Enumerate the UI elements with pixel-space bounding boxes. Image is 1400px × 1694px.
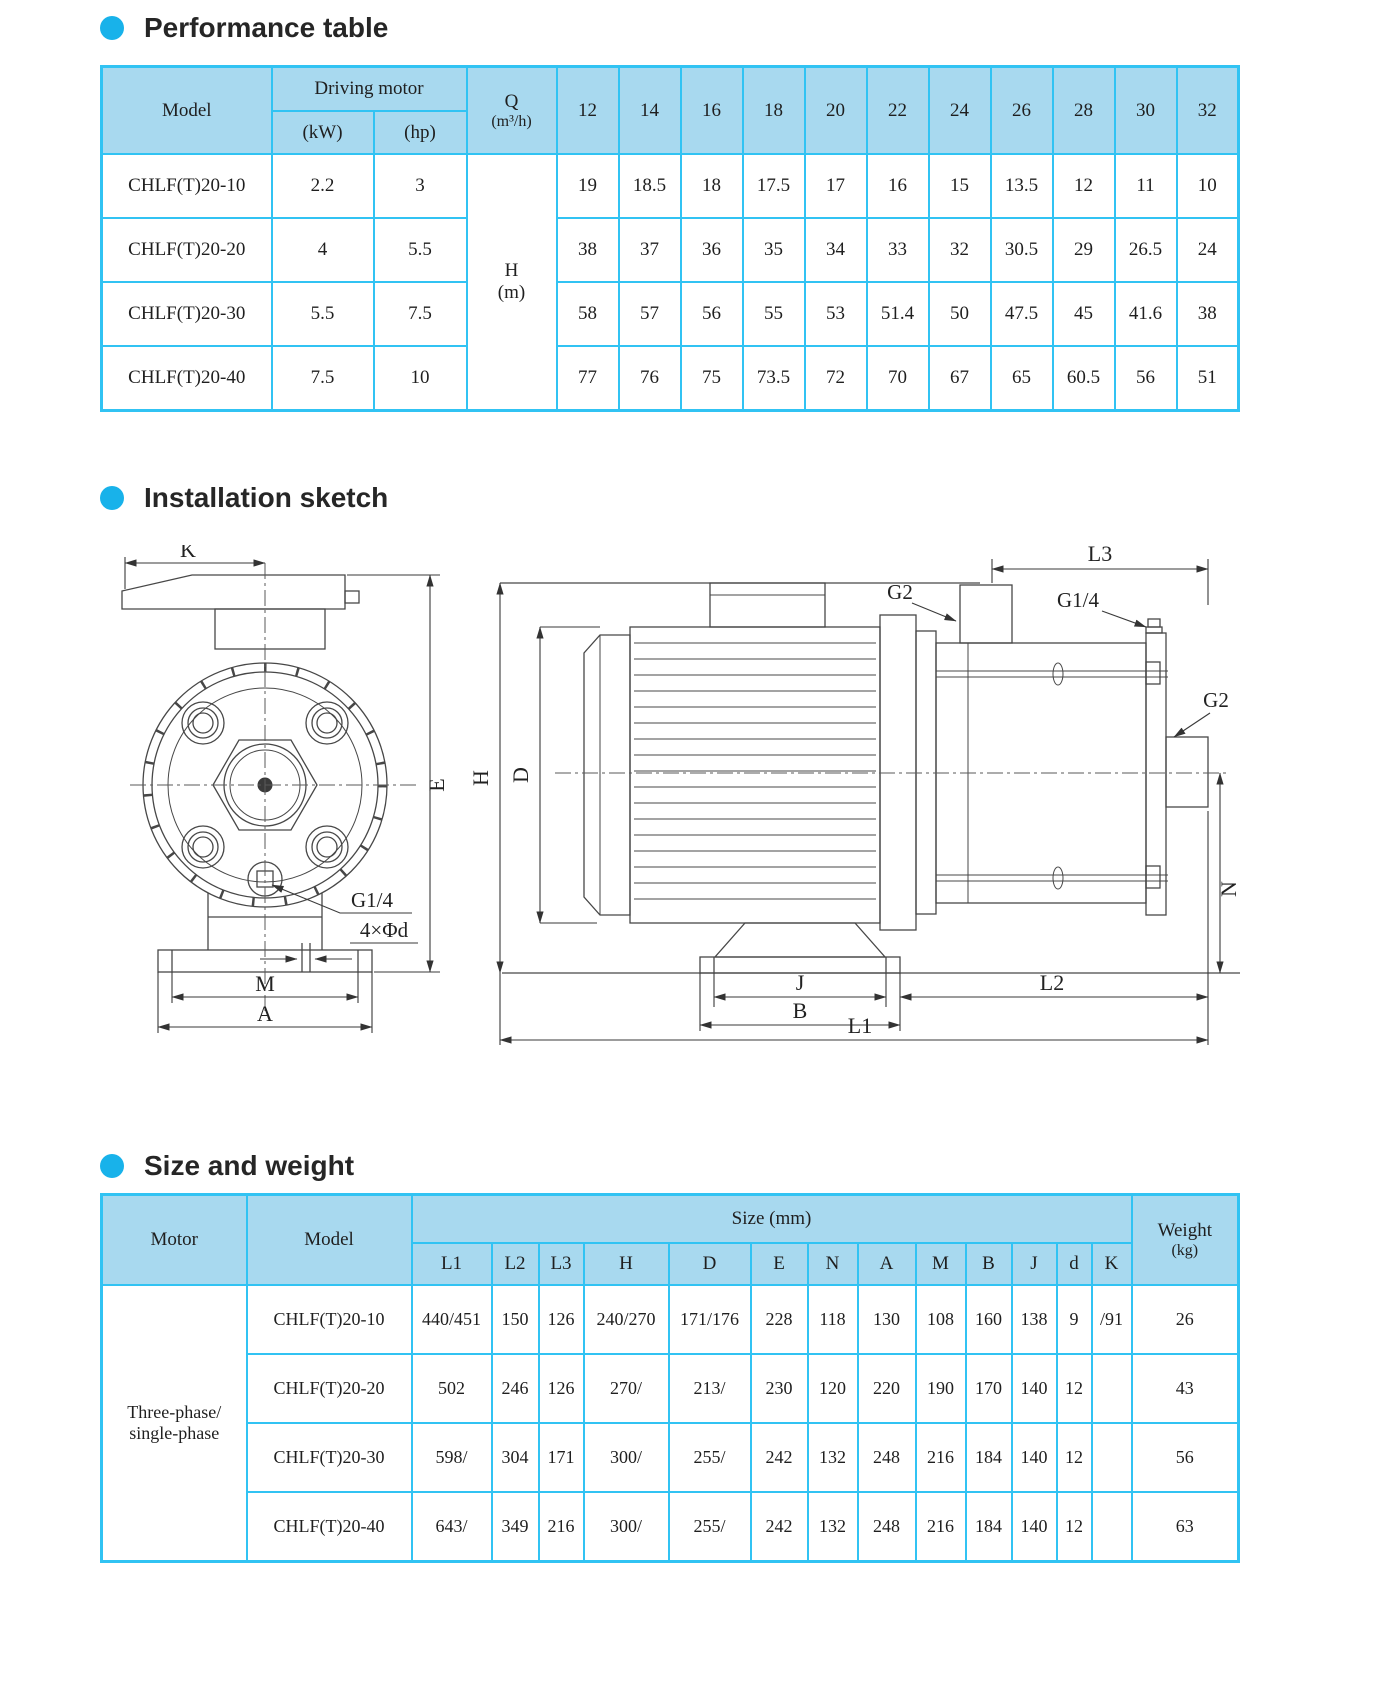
table-row xyxy=(102,1354,1239,1423)
cell: 36 xyxy=(681,218,743,282)
table-row xyxy=(102,218,1239,282)
bullet-icon xyxy=(100,16,124,40)
terminal-box xyxy=(710,583,825,627)
dim-col: L3 xyxy=(539,1243,584,1285)
dim-col: N xyxy=(808,1243,858,1285)
col-header-motor: Motor xyxy=(102,1195,247,1286)
col-header-kw: (kW) xyxy=(272,111,374,154)
installation-sketch-svg xyxy=(100,545,1250,1050)
cell: 12 xyxy=(1057,1492,1092,1562)
cell: 228 xyxy=(751,1285,808,1354)
cell: 11 xyxy=(1115,154,1177,218)
cell: 26.5 xyxy=(1115,218,1177,282)
cell: 77 xyxy=(557,346,619,411)
cell: 184 xyxy=(966,1492,1012,1562)
cell: 118 xyxy=(808,1285,858,1354)
cell: 255/ xyxy=(669,1492,751,1562)
cell: 304 xyxy=(492,1423,539,1492)
motor-fins xyxy=(634,643,876,899)
size-weight-table xyxy=(100,1193,1240,1563)
cell: 38 xyxy=(1177,282,1239,346)
cell: 255/ xyxy=(669,1423,751,1492)
flow-col: 16 xyxy=(681,67,743,155)
dim-label-b: B xyxy=(792,998,808,1023)
cell-kw: 4 xyxy=(272,218,374,282)
dim-col: H xyxy=(584,1243,669,1285)
cell-model: CHLF(T)20-10 xyxy=(102,154,272,218)
cell: 57 xyxy=(619,282,681,346)
size-header-row-1 xyxy=(102,1195,1239,1244)
cell: 190 xyxy=(916,1354,966,1423)
section-title: Installation sketch xyxy=(144,482,389,513)
dim-label-g14: G1/4 xyxy=(351,888,393,912)
cell: 349 xyxy=(492,1492,539,1562)
cell: 55 xyxy=(743,282,805,346)
bullet-icon xyxy=(100,486,124,510)
dim-col: J xyxy=(1012,1243,1057,1285)
cell: 140 xyxy=(1012,1423,1057,1492)
cell: 120 xyxy=(808,1354,858,1423)
cell: 184 xyxy=(966,1423,1012,1492)
q-label: Q xyxy=(504,90,519,112)
cell: 56 xyxy=(681,282,743,346)
flow-col: 22 xyxy=(867,67,929,155)
table-row xyxy=(102,154,1239,218)
cell-kw: 2.2 xyxy=(272,154,374,218)
cell: 30.5 xyxy=(991,218,1053,282)
cell: 160 xyxy=(966,1285,1012,1354)
cell: 270/ xyxy=(584,1354,669,1423)
cell-kw: 5.5 xyxy=(272,282,374,346)
size-weight-section-heading xyxy=(100,1150,354,1182)
dim-label-h: H xyxy=(468,770,493,786)
cell: 60.5 xyxy=(1053,346,1115,411)
cell: 138 xyxy=(1012,1285,1057,1354)
installation-section-heading xyxy=(100,482,388,514)
cell-hp: 10 xyxy=(374,346,467,411)
cell: 73.5 xyxy=(743,346,805,411)
cell: 220 xyxy=(858,1354,916,1423)
h-label: H xyxy=(504,260,519,281)
dim-col: E xyxy=(751,1243,808,1285)
cell: 242 xyxy=(751,1423,808,1492)
dim-label-g14-side: G1/4 xyxy=(1057,588,1099,612)
dim-label-n: N xyxy=(1216,881,1241,897)
installation-sketch xyxy=(100,545,1250,1050)
cell: 140 xyxy=(1012,1492,1057,1562)
dim-col: D xyxy=(669,1243,751,1285)
cell: 246 xyxy=(492,1354,539,1423)
flow-col: 26 xyxy=(991,67,1053,155)
cell: 643/ xyxy=(412,1492,492,1562)
cell: 598/ xyxy=(412,1423,492,1492)
side-view-drawing xyxy=(468,545,1241,1045)
dim-label-l1: L1 xyxy=(847,1013,873,1038)
cell: 67 xyxy=(929,346,991,411)
cell: 17 xyxy=(805,154,867,218)
dim-label-l2: L2 xyxy=(1039,970,1065,995)
cell: 132 xyxy=(808,1492,858,1562)
cell-model: CHLF(T)20-10 xyxy=(247,1285,412,1354)
col-header-driving-motor: Driving motor xyxy=(272,67,467,112)
flow-col: 20 xyxy=(805,67,867,155)
cell: 19 xyxy=(557,154,619,218)
section-title: Performance table xyxy=(144,12,389,43)
cell: 41.6 xyxy=(1115,282,1177,346)
cell: 171/176 xyxy=(669,1285,751,1354)
cell: 230 xyxy=(751,1354,808,1423)
cell: 29 xyxy=(1053,218,1115,282)
weight-unit: (kg) xyxy=(1171,1242,1199,1259)
dim-col: L2 xyxy=(492,1243,539,1285)
cell: 37 xyxy=(619,218,681,282)
cell: 51.4 xyxy=(867,282,929,346)
dim-label-g2-right: G2 xyxy=(1203,688,1229,712)
col-header-weight xyxy=(1132,1195,1239,1286)
q-unit: (m³/h) xyxy=(491,112,532,130)
cell: 248 xyxy=(858,1492,916,1562)
dim-col: d xyxy=(1057,1243,1092,1285)
inlet-stub xyxy=(960,585,1012,643)
cell: 248 xyxy=(858,1423,916,1492)
cell: 50 xyxy=(929,282,991,346)
col-header-q xyxy=(467,67,557,155)
flow-col: 32 xyxy=(1177,67,1239,155)
cell-head-unit xyxy=(467,154,557,411)
col-header-size-mm: Size (mm) xyxy=(412,1195,1132,1244)
dim-col: M xyxy=(916,1243,966,1285)
cell: 75 xyxy=(681,346,743,411)
col-header-model: Model xyxy=(247,1195,412,1286)
flow-col: 14 xyxy=(619,67,681,155)
cell: 216 xyxy=(539,1492,584,1562)
dim-label-k: K xyxy=(180,545,196,562)
dim-col: B xyxy=(966,1243,1012,1285)
cell xyxy=(1092,1354,1132,1423)
dim-label-a: A xyxy=(257,1001,273,1026)
cell: 65 xyxy=(991,346,1053,411)
performance-table xyxy=(100,65,1240,412)
cell: 38 xyxy=(557,218,619,282)
cell-model: CHLF(T)20-40 xyxy=(102,346,272,411)
cell: 70 xyxy=(867,346,929,411)
cell-motor-type xyxy=(102,1285,247,1562)
front-view-drawing xyxy=(122,545,449,1033)
cell: 240/270 xyxy=(584,1285,669,1354)
cell: 35 xyxy=(743,218,805,282)
col-header-hp: (hp) xyxy=(374,111,467,154)
table-row xyxy=(102,1423,1239,1492)
cell: 300/ xyxy=(584,1492,669,1562)
cell: 130 xyxy=(858,1285,916,1354)
cell: 76 xyxy=(619,346,681,411)
motor-type-line1: Three-phase/ xyxy=(127,1402,222,1422)
dim-label-g2-top: G2 xyxy=(887,580,913,604)
cell: 300/ xyxy=(584,1423,669,1492)
cell-hp: 3 xyxy=(374,154,467,218)
cell: 18.5 xyxy=(619,154,681,218)
cell-model: CHLF(T)20-20 xyxy=(247,1354,412,1423)
motor-type-line2: single-phase xyxy=(129,1423,220,1443)
dim-label-m: M xyxy=(255,971,275,996)
cell: 126 xyxy=(539,1285,584,1354)
cell: 108 xyxy=(916,1285,966,1354)
cell-model: CHLF(T)20-20 xyxy=(102,218,272,282)
cell: 242 xyxy=(751,1492,808,1562)
cell: 171 xyxy=(539,1423,584,1492)
dim-label-l3: L3 xyxy=(1087,545,1113,566)
cell: /91 xyxy=(1092,1285,1132,1354)
flow-col: 28 xyxy=(1053,67,1115,155)
section-title: Size and weight xyxy=(144,1150,355,1181)
cell: 16 xyxy=(867,154,929,218)
discharge-stub xyxy=(1166,737,1208,807)
cell: 12 xyxy=(1057,1423,1092,1492)
cell: 170 xyxy=(966,1354,1012,1423)
cell: 34 xyxy=(805,218,867,282)
cell: 440/451 xyxy=(412,1285,492,1354)
cell-model: CHLF(T)20-30 xyxy=(247,1423,412,1492)
cell: 10 xyxy=(1177,154,1239,218)
flow-col: 18 xyxy=(743,67,805,155)
dim-label-d: D xyxy=(508,767,533,783)
cell-weight: 63 xyxy=(1132,1492,1239,1562)
cell: 56 xyxy=(1115,346,1177,411)
flow-col: 30 xyxy=(1115,67,1177,155)
cell: 13.5 xyxy=(991,154,1053,218)
cell: 216 xyxy=(916,1492,966,1562)
performance-section-heading xyxy=(100,12,388,44)
cell: 150 xyxy=(492,1285,539,1354)
cell: 502 xyxy=(412,1354,492,1423)
cell: 72 xyxy=(805,346,867,411)
cell: 18 xyxy=(681,154,743,218)
cell: 17.5 xyxy=(743,154,805,218)
cell-model: CHLF(T)20-40 xyxy=(247,1492,412,1562)
col-header-model: Model xyxy=(102,67,272,155)
cell: 15 xyxy=(929,154,991,218)
dim-label-e: E xyxy=(424,778,449,792)
cell: 126 xyxy=(539,1354,584,1423)
cell: 216 xyxy=(916,1423,966,1492)
cell: 24 xyxy=(1177,218,1239,282)
cell: 33 xyxy=(867,218,929,282)
dim-col: K xyxy=(1092,1243,1132,1285)
cell: 32 xyxy=(929,218,991,282)
dim-label-phd: 4×Φd xyxy=(359,918,409,942)
table-row xyxy=(102,1285,1239,1354)
cell-hp: 5.5 xyxy=(374,218,467,282)
weight-label: Weight xyxy=(1157,1220,1212,1241)
cell-weight: 56 xyxy=(1132,1423,1239,1492)
cell: 12 xyxy=(1057,1354,1092,1423)
flow-col: 12 xyxy=(557,67,619,155)
cell: 51 xyxy=(1177,346,1239,411)
table-row xyxy=(102,1492,1239,1562)
cell: 58 xyxy=(557,282,619,346)
cell-weight: 43 xyxy=(1132,1354,1239,1423)
perf-header-row-1 xyxy=(102,67,1239,112)
cell-model: CHLF(T)20-30 xyxy=(102,282,272,346)
cell: 47.5 xyxy=(991,282,1053,346)
cell: 140 xyxy=(1012,1354,1057,1423)
cell xyxy=(1092,1492,1132,1562)
cell: 53 xyxy=(805,282,867,346)
cell: 132 xyxy=(808,1423,858,1492)
cell: 9 xyxy=(1057,1285,1092,1354)
dim-col: A xyxy=(858,1243,916,1285)
cell: 45 xyxy=(1053,282,1115,346)
flow-col: 24 xyxy=(929,67,991,155)
table-row xyxy=(102,282,1239,346)
dim-label-j: J xyxy=(795,970,805,995)
table-row xyxy=(102,346,1239,411)
cell xyxy=(1092,1423,1132,1492)
h-unit: (m) xyxy=(497,282,526,303)
bullet-icon xyxy=(100,1154,124,1178)
cell-kw: 7.5 xyxy=(272,346,374,411)
dim-col: L1 xyxy=(412,1243,492,1285)
cell: 213/ xyxy=(669,1354,751,1423)
cell: 12 xyxy=(1053,154,1115,218)
cell-hp: 7.5 xyxy=(374,282,467,346)
cell-weight: 26 xyxy=(1132,1285,1239,1354)
